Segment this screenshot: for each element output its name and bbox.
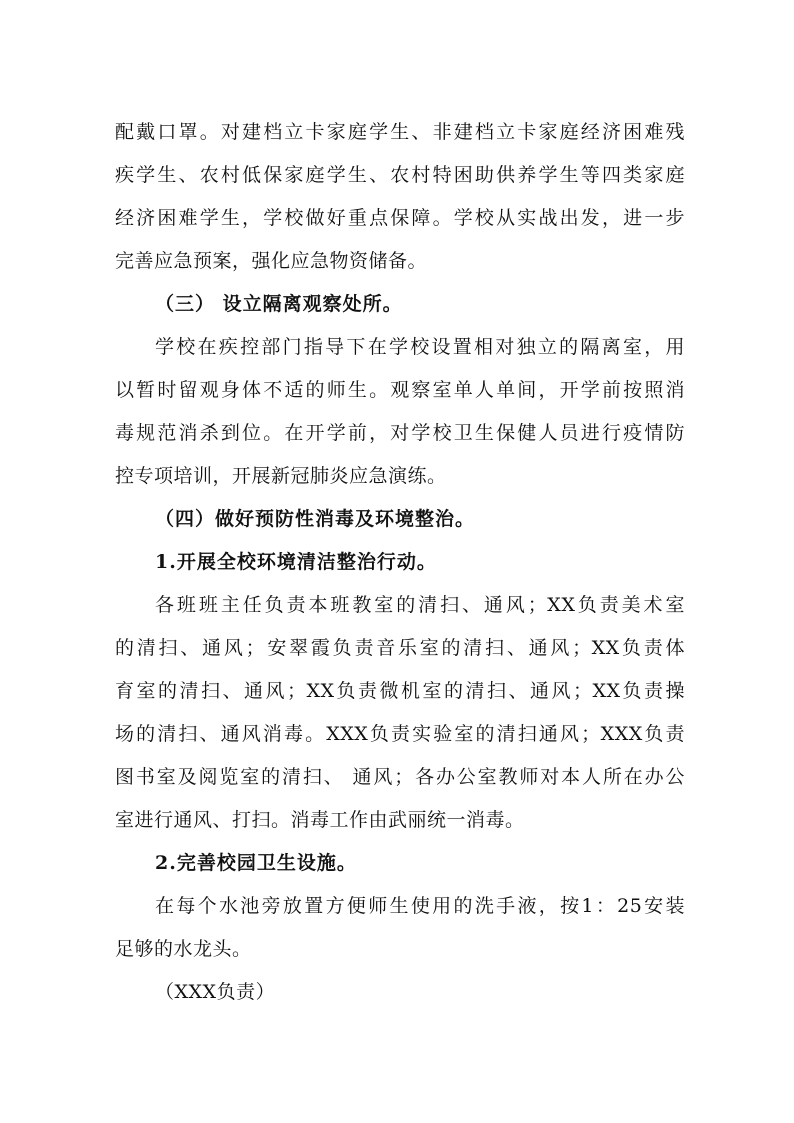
paragraph-line: 各班班主任负责本班教室的清扫、通风；XX负责美术室 xyxy=(155,594,685,616)
paragraph-line: 控专项培训，开展新冠肺炎应急演练。 xyxy=(115,465,447,487)
section-heading: （三） 设立隔离观察处所。 xyxy=(155,293,403,315)
paragraph-line: 场的清扫、通风消毒。XXX负责实验室的清扫通风；XXX负责 xyxy=(115,723,685,745)
paragraph-line: 毒规范消杀到位。在开学前，对学校卫生保健人员进行疫情防 xyxy=(115,422,685,444)
paragraph-line: 经济困难学生，学校做好重点保障。学校从实战出发，进一步 xyxy=(115,207,685,229)
paragraph-line: 疾学生、农村低保家庭学生、农村特困助供养学生等四类家庭 xyxy=(115,164,685,186)
paragraph-line: 的清扫、通风；安翠霞负责音乐室的清扫、通风；XX负责体 xyxy=(115,637,685,659)
subsection-heading: 1.开展全校环境清洁整治行动。 xyxy=(155,551,437,573)
paragraph-line: 配戴口罩。对建档立卡家庭学生、非建档立卡家庭经济困难残 xyxy=(115,121,685,143)
paragraph-line: 在每个水池旁放置方便师生使用的洗手液，按1：25安装 xyxy=(155,895,685,917)
paragraph-line: 以暂时留观身体不适的师生。观察室单人单间，开学前按照消 xyxy=(115,379,685,401)
paragraph-line: 完善应急预案，强化应急物资储备。 xyxy=(115,250,428,272)
section-heading: （四）做好预防性消毒及环境整治。 xyxy=(155,508,476,530)
paragraph-line: 学校在疾控部门指导下在学校设置相对独立的隔离室，用 xyxy=(155,336,685,358)
responsible-note: （XXX负责） xyxy=(155,981,276,1003)
paragraph-line: 足够的水龙头。 xyxy=(115,938,252,960)
paragraph-line: 室进行通风、打扫。消毒工作由武丽统一消毒。 xyxy=(115,809,525,831)
paragraph-line: 图书室及阅览室的清扫、 通风；各办公室教师对本人所在办公 xyxy=(115,766,685,788)
subsection-heading: 2.完善校园卫生设施。 xyxy=(155,852,357,874)
paragraph-line: 育室的清扫、通风；XX负责微机室的清扫、通风；XX负责操 xyxy=(115,680,685,702)
